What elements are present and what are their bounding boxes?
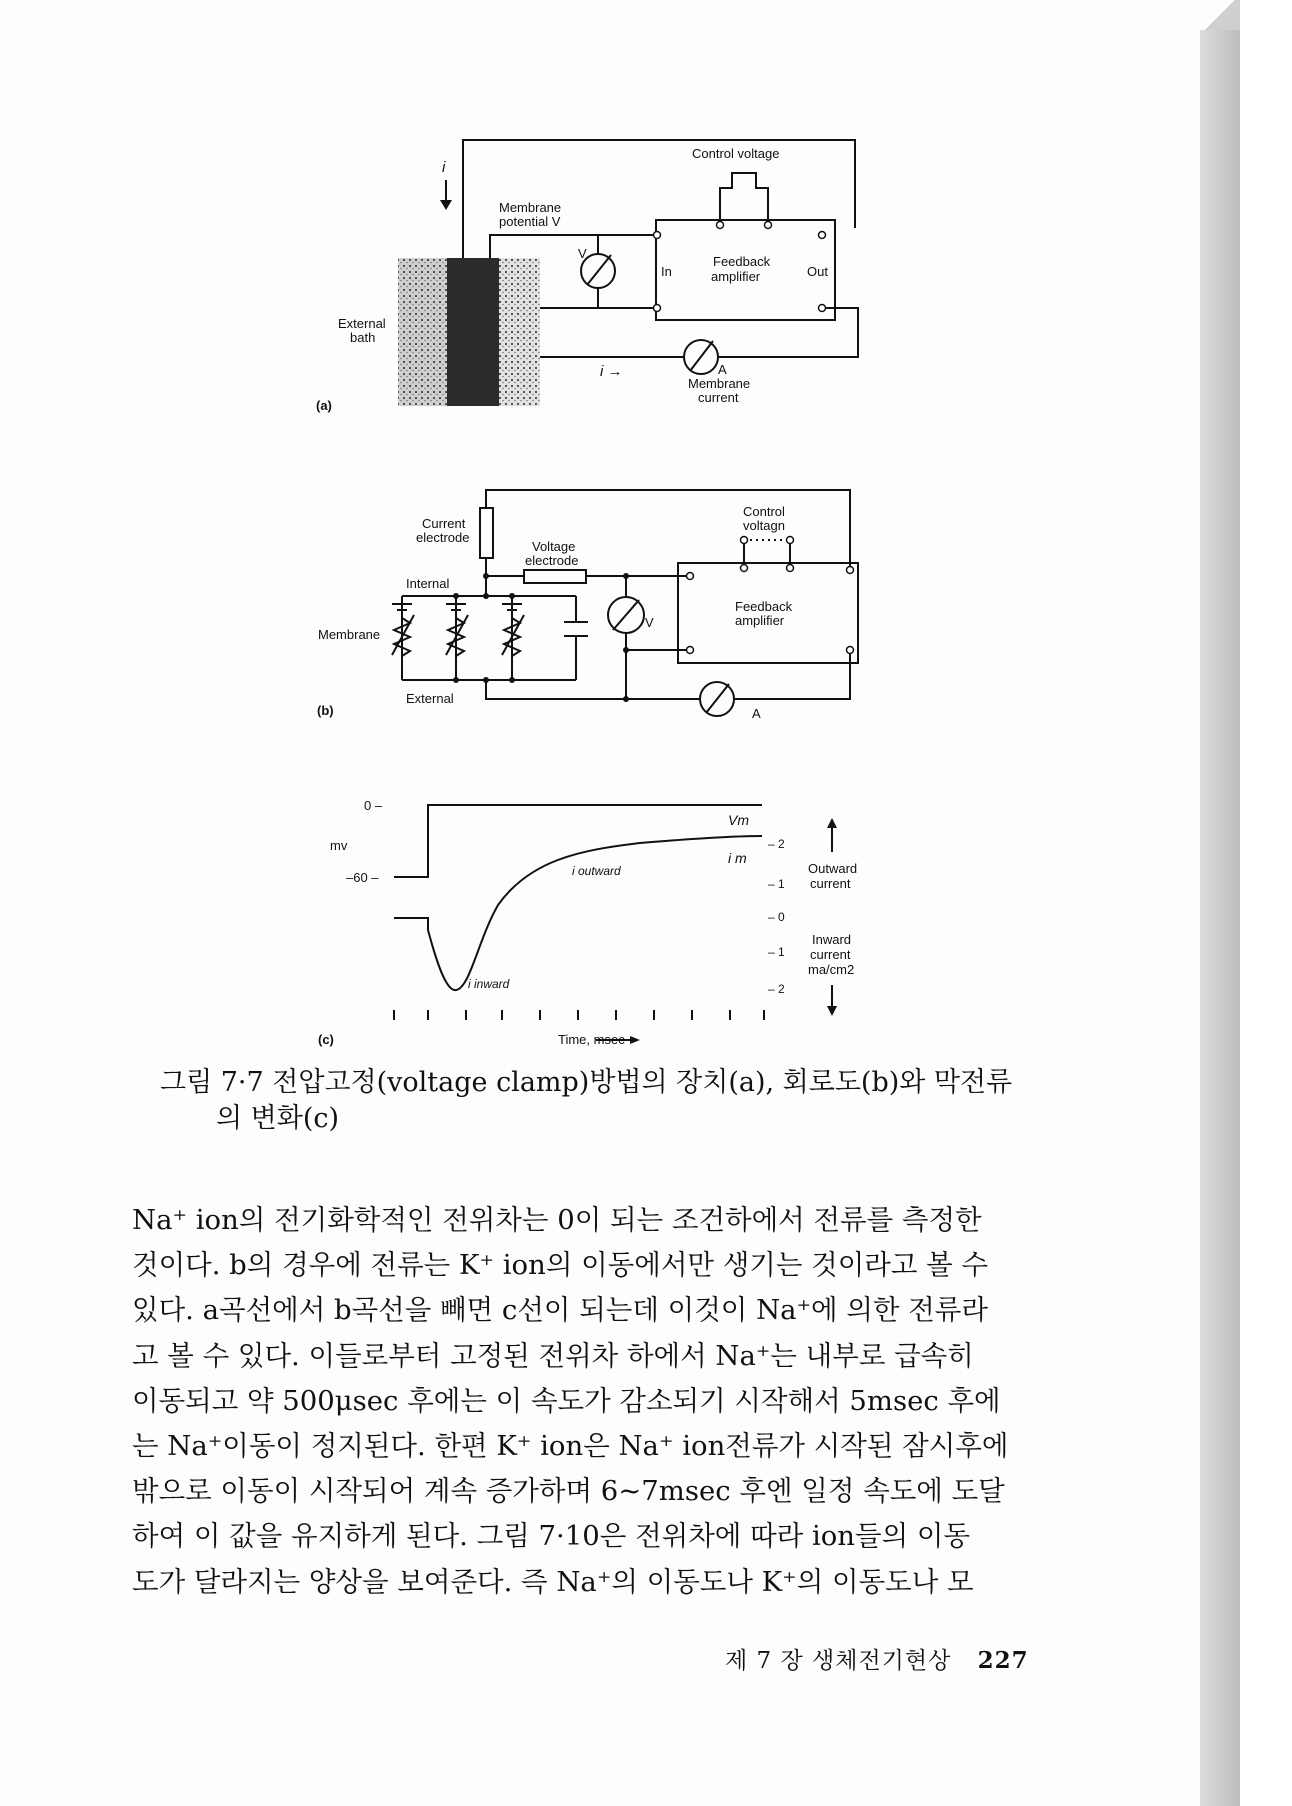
vm-label: Vm bbox=[728, 812, 749, 828]
body-line-3: 있다. a곡선에서 b곡선을 빼면 c선이 되는데 이것이 Na⁺에 의한 전류라 bbox=[132, 1294, 988, 1327]
inward-current-unit: ma/cm2 bbox=[808, 962, 855, 977]
body-line-8: 하여 이 값을 유지하게 된다. 그림 7·10은 전위차에 따라 ion들의 이동 bbox=[132, 1520, 971, 1553]
figure-panel-c bbox=[300, 780, 900, 1050]
control-voltage-label: Control bbox=[743, 504, 785, 519]
time-axis-label: Time, msec bbox=[558, 1032, 625, 1047]
figure-panel-a bbox=[300, 130, 880, 420]
page-corner bbox=[1200, 0, 1240, 30]
body-line-4: 고 볼 수 있다. 이들로부터 고정된 전위차 하에서 Na⁺는 내부로 급속히 bbox=[132, 1339, 974, 1372]
body-line-1: Na⁺ ion의 전기화학적인 전위차는 0이 되는 조건하에서 전류를 측정한 bbox=[132, 1204, 982, 1236]
internal-label: Internal bbox=[406, 576, 450, 591]
feedback-amp-label: Feedback bbox=[713, 254, 771, 269]
membrane-potential-label: Membrane bbox=[499, 200, 562, 215]
feedback-amp-label-2: amplifier bbox=[711, 269, 761, 284]
external-bath-label: External bbox=[338, 316, 386, 331]
body-line-9: 도가 달라지는 양상을 보여준다. 즉 Na⁺의 이동도나 K⁺의 이동도나 모 bbox=[132, 1565, 974, 1598]
external-bath-label-2: bath bbox=[350, 330, 376, 345]
membrane-current-label: Membrane bbox=[688, 376, 751, 391]
panel-b-tag: (b) bbox=[317, 703, 334, 718]
feedback-amp-label-2: amplifier bbox=[735, 613, 785, 628]
control-voltage-label: Control voltage bbox=[692, 146, 780, 161]
membrane-label: Membrane bbox=[318, 627, 381, 642]
membrane-potential-label-2: potential V bbox=[499, 214, 561, 229]
im-label: i m bbox=[728, 850, 747, 866]
outward-current-label-2: current bbox=[810, 876, 851, 891]
y-zero-label: 0 – bbox=[364, 798, 383, 813]
right-tick-2b: – 2 bbox=[768, 982, 785, 996]
i-outward-label: i outward bbox=[572, 864, 621, 878]
i-inward-label: i inward bbox=[468, 977, 510, 991]
page-footer bbox=[725, 1642, 1029, 1675]
right-tick-1b: – 1 bbox=[768, 945, 785, 959]
y-unit-label: mv bbox=[330, 838, 348, 853]
right-tick-0: – 0 bbox=[768, 910, 785, 924]
current-arrow-label: i bbox=[442, 159, 446, 176]
chapter-title: 제 7 장 생체전기현상 bbox=[725, 1648, 952, 1674]
amp-in-label: In bbox=[661, 264, 672, 279]
body-paragraph bbox=[132, 1198, 1052, 1605]
book-spine bbox=[1200, 0, 1240, 1806]
voltmeter-label: V bbox=[645, 615, 654, 630]
inward-current-label: Inward bbox=[812, 932, 852, 947]
panel-a-tag: (a) bbox=[316, 398, 332, 413]
outward-current-label: Outward bbox=[808, 861, 858, 876]
current-electrode-label-2: electrode bbox=[416, 530, 470, 545]
voltage-electrode-label: Voltage bbox=[532, 539, 576, 554]
inward-current-label-2: current bbox=[810, 947, 851, 962]
figure-caption bbox=[160, 1065, 1040, 1137]
body-line-5: 이동되고 약 500μsec 후에는 이 속도가 감소되기 시작해서 5msec 후에 bbox=[132, 1384, 1001, 1417]
current-flow-label: i → bbox=[600, 363, 623, 380]
ammeter-label: A bbox=[718, 362, 727, 377]
control-voltage-label-2: voltagn bbox=[743, 518, 785, 533]
y-minus60-label: –60 – bbox=[346, 870, 379, 885]
panel-c-tag: (c) bbox=[318, 1032, 334, 1047]
body-line-6: 는 Na⁺이동이 정지된다. 한편 K⁺ ion은 Na⁺ ion전류가 시작된 잠시후에 bbox=[132, 1430, 1009, 1463]
page-number: 227 bbox=[977, 1647, 1029, 1674]
right-tick-1a: – 1 bbox=[768, 877, 785, 891]
current-electrode-label: Current bbox=[422, 516, 466, 531]
figure-panel-b bbox=[300, 480, 880, 730]
caption-line-1: 그림 7·7 전압고정(voltage clamp)방법의 장치(a), 회로도(b)와 막전류 bbox=[160, 1067, 1013, 1098]
body-line-2: 것이다. b의 경우에 전류는 K⁺ ion의 이동에서만 생기는 것이라고 볼 수 bbox=[132, 1249, 989, 1282]
membrane-current-label-2: current bbox=[698, 390, 739, 405]
caption-line-2: 의 변화(c) bbox=[216, 1103, 340, 1134]
voltmeter-label: V bbox=[578, 246, 587, 261]
external-label: External bbox=[406, 691, 454, 706]
right-tick-2a: – 2 bbox=[768, 837, 785, 851]
voltage-electrode-label-2: electrode bbox=[525, 553, 579, 568]
body-line-7: 밖으로 이동이 시작되어 계속 증가하며 6~7msec 후엔 일정 속도에 도달 bbox=[132, 1475, 1005, 1508]
amp-out-label: Out bbox=[807, 264, 828, 279]
feedback-amp-label: Feedback bbox=[735, 599, 793, 614]
ammeter-label: A bbox=[752, 706, 761, 721]
